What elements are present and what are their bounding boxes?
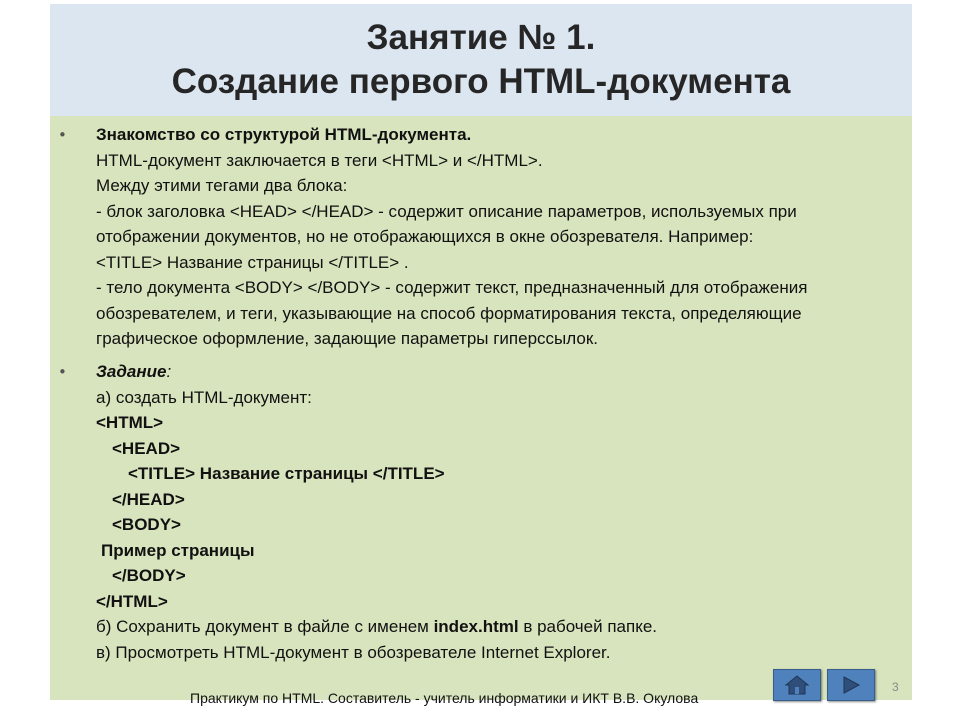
title-line-1: Занятие № 1. xyxy=(366,18,596,57)
footer-credit: Практикум по HTML. Составитель - учитель информатики и ИКТ В.В. Окулова xyxy=(190,690,699,706)
bullet-marker: • xyxy=(58,363,67,381)
text-line: графическое оформление, задающие параметры гиперссылок. xyxy=(96,329,598,348)
step-b-prefix: б) Сохранить документ в файле с именем xyxy=(96,617,434,636)
code-title: <TITLE> Название страницы </TITLE> xyxy=(128,464,445,483)
code-body-close: </BODY> xyxy=(112,566,186,585)
arrow-right-icon xyxy=(839,674,863,696)
task-heading: Задание xyxy=(96,362,167,381)
text-line: - тело документа <BODY> </BODY> - содержит текст, предназначенный для отображения xyxy=(96,278,808,297)
code-head-open: <HEAD> xyxy=(112,438,181,458)
code-html-open: <HTML> xyxy=(96,413,164,432)
code-html-close: </HTML> xyxy=(96,591,168,611)
slide-title xyxy=(50,4,912,116)
code-head-close: </HEAD> xyxy=(112,489,185,509)
text-line: HTML-документ заключается в теги <HTML> и </HTML>. xyxy=(96,150,543,170)
task-step-b xyxy=(96,614,906,640)
content-area xyxy=(50,116,912,700)
code-body-open: <BODY> xyxy=(112,515,181,534)
home-icon xyxy=(784,674,810,696)
title-line-2: Создание первого HTML-документа xyxy=(171,62,791,101)
page-number: 3 xyxy=(892,680,899,694)
task-heading-colon: : xyxy=(166,362,172,381)
task-heading-row xyxy=(96,359,906,385)
next-slide-button[interactable] xyxy=(827,669,875,701)
home-button[interactable] xyxy=(773,669,821,701)
task-step-a: а) создать HTML-документ: xyxy=(96,387,312,407)
text-line: <TITLE> Название страницы </TITLE> . xyxy=(96,252,409,272)
text-line: обозревателем, и теги, указывающие на способ форматирования текста, определяющие xyxy=(96,303,802,323)
code-body-text: Пример страницы xyxy=(101,540,255,560)
task-step-c: в) Просмотреть HTML-документ в обозревателе Internet Explorer. xyxy=(96,642,611,662)
bullet-structure-text xyxy=(96,122,906,352)
text-line: отображении документов, но не отображающихся в окне обозревателя. Например: xyxy=(96,227,754,246)
step-b-suffix: в рабочей папке. xyxy=(518,617,658,636)
bullet-heading: Знакомство со структурой HTML-документа. xyxy=(96,125,472,144)
text-line: Между этими тегами два блока: xyxy=(96,176,348,195)
bullet-task-text xyxy=(96,359,906,665)
step-b-filename: index.html xyxy=(433,617,519,636)
bullet-marker: • xyxy=(58,126,67,144)
text-line: - блок заголовка <HEAD> </HEAD> - содержит описание параметров, используемых при xyxy=(96,201,797,221)
